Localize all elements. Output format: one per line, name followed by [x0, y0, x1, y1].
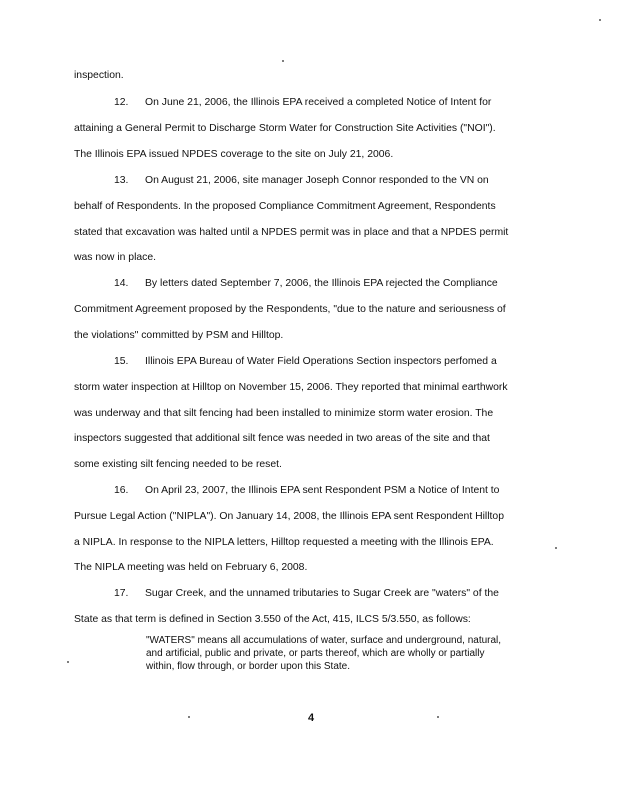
- paragraph-text: Illinois EPA Bureau of Water Field Operations Section inspectors perfomed a: [145, 356, 497, 367]
- text-line: storm water inspection at Hilltop on November 15, 2006. They reported that minimal earthwork: [74, 382, 508, 393]
- paragraph-text: On April 23, 2007, the Illinois EPA sent Respondent PSM a Notice of Intent to: [145, 485, 500, 496]
- text-line: was underway and that silt fencing had been installed to minimize storm water erosion. The: [74, 408, 494, 419]
- text-line: Commitment Agreement proposed by the Respondents, "due to the nature and seriousness of: [74, 304, 506, 315]
- text-line: Pursue Legal Action ("NIPLA"). On January 14, 2008, the Illinois EPA sent Respondent Hilltop: [74, 511, 504, 522]
- definition-quote-line: "WATERS" means all accumulations of water, surface and underground, natural,: [146, 635, 502, 646]
- text-line: inspection.: [74, 70, 124, 81]
- paragraph-number: 13.: [114, 175, 129, 186]
- definition-quote-line: and artificial, public and private, or parts thereof, which are wholly or partially: [146, 648, 485, 659]
- scan-speck: [67, 661, 69, 663]
- paragraph-17-first-line: [114, 587, 499, 600]
- paragraph-number: 12.: [114, 97, 129, 108]
- text-line: behalf of Respondents. In the proposed Compliance Commitment Agreement, Respondents: [74, 201, 496, 212]
- text-line: was now in place.: [74, 252, 157, 263]
- paragraph-15-first-line: [114, 355, 497, 368]
- paragraph-16-first-line: [114, 484, 499, 497]
- paragraph-13-first-line: [114, 174, 489, 187]
- text-line: some existing silt fencing needed to be reset.: [74, 459, 282, 470]
- definition-quote-line: within, flow through, or border upon this State.: [146, 661, 351, 672]
- text-line: State as that term is defined in Section 3.550 of the Act, 415, ILCS 5/3.550, as follows:: [74, 614, 471, 625]
- scan-speck: [282, 60, 284, 62]
- paragraph-text: Sugar Creek, and the unnamed tributaries to Sugar Creek are "waters" of the: [145, 588, 499, 599]
- scan-speck: [188, 716, 190, 718]
- text-line: The NIPLA meeting was held on February 6, 2008.: [74, 562, 308, 573]
- scan-speck: [555, 547, 557, 549]
- text-line: the violations" committed by PSM and Hilltop.: [74, 330, 284, 341]
- paragraph-text: By letters dated September 7, 2006, the Illinois EPA rejected the Compliance: [145, 278, 498, 289]
- text-line: The Illinois EPA issued NPDES coverage to the site on July 21, 2006.: [74, 149, 394, 160]
- text-line: attaining a General Permit to Discharge Storm Water for Construction Site Activities ("NOI").: [74, 123, 496, 134]
- scan-speck: [437, 716, 439, 718]
- paragraph-number: 14.: [114, 278, 129, 289]
- paragraph-number: 15.: [114, 356, 129, 367]
- page-number: 4: [308, 712, 315, 724]
- paragraph-12-first-line: [114, 96, 491, 109]
- paragraph-14-first-line: [114, 277, 498, 290]
- paragraph-number: 17.: [114, 588, 129, 599]
- paragraph-text: On June 21, 2006, the Illinois EPA received a completed Notice of Intent for: [145, 97, 492, 108]
- scan-speck: [599, 19, 601, 21]
- text-line: a NIPLA. In response to the NIPLA letters, Hilltop requested a meeting with the Illinois EPA.: [74, 537, 494, 548]
- paragraph-number: 16.: [114, 485, 129, 496]
- text-line: inspectors suggested that additional silt fence was needed in two areas of the site and that: [74, 433, 490, 444]
- paragraph-text: On August 21, 2006, site manager Joseph Connor responded to the VN on: [145, 175, 489, 186]
- text-line: stated that excavation was halted until a NPDES permit was in place and that a NPDES permit: [74, 227, 509, 238]
